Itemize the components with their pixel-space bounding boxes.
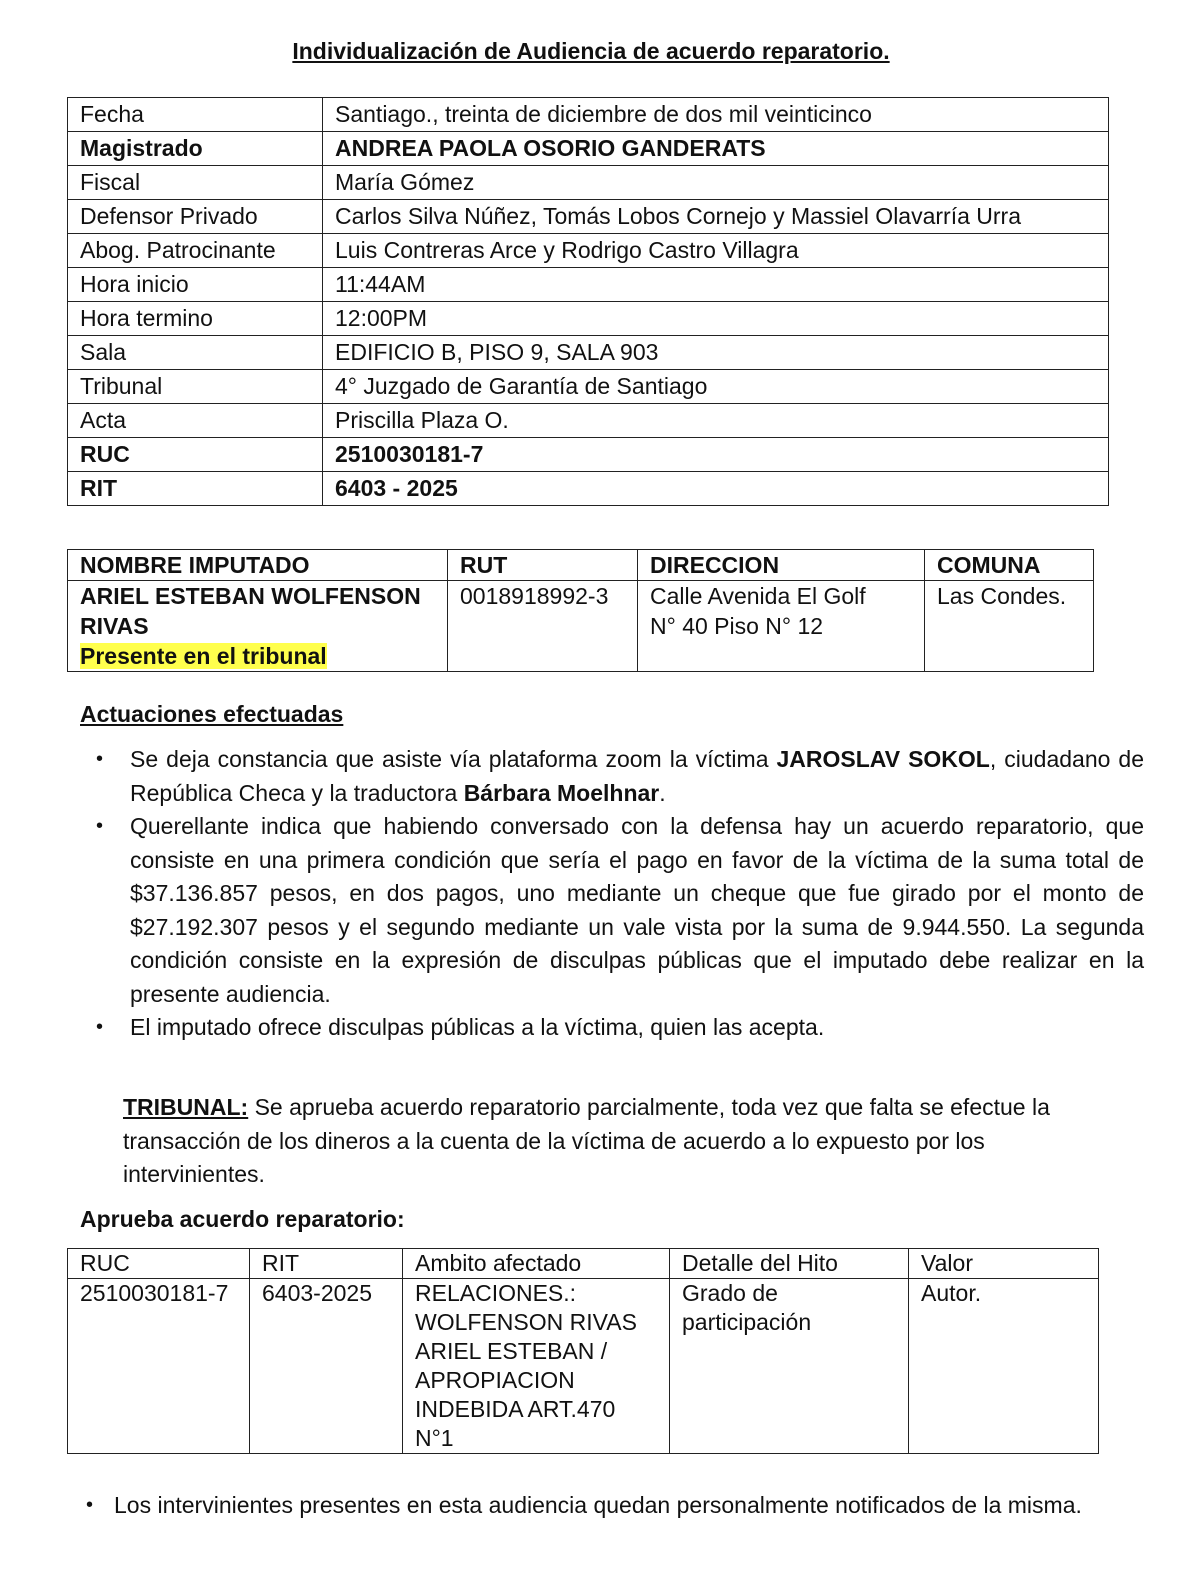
info-label: Hora inicio [68,268,323,302]
info-value: EDIFICIO B, PISO 9, SALA 903 [323,336,1109,370]
actuaciones-heading: Actuaciones efectuadas [80,701,344,727]
tribunal-resolution [123,1091,1063,1192]
ambito-line: APROPIACION [415,1367,575,1393]
info-label: Defensor Privado [68,200,323,234]
imputado-comuna: Las Condes. [925,581,1094,672]
direccion-line-2: N° 40 Piso N° 12 [650,613,824,639]
info-row [68,234,1109,268]
info-row [68,302,1109,336]
tribunal-label: TRIBUNAL: [123,1094,249,1120]
detalle-line: participación [682,1309,812,1335]
info-row [68,472,1109,506]
tribunal-text: Se aprueba acuerdo reparatorio parcialmente, toda vez que falta se efectue la transacción de los dineros a la cuenta de la víctima de acuerdo a lo expuesto por los intervinientes. [123,1094,1050,1187]
item1-text-a: Se deja constancia que asiste vía plataforma zoom la víctima [130,746,777,772]
imputado-name: ARIEL ESTEBAN WOLFENSON RIVAS [80,583,421,639]
aprueba-row [68,1279,1099,1454]
final-note: • Los intervinientes presentes en esta audiencia quedan personalmente notificados de la misma. [114,1484,1156,1527]
imputado-rut: 0018918992-3 [448,581,638,672]
imputado-name-cell [68,581,448,672]
actuaciones-list [80,743,1144,1045]
header-valor: Valor [909,1249,1099,1279]
info-row [68,336,1109,370]
info-value: 4° Juzgado de Garantía de Santiago [323,370,1109,404]
info-row [68,268,1109,302]
imputado-header-row [68,550,1094,581]
aprueba-detalle [670,1279,909,1454]
info-value: María Gómez [323,166,1109,200]
info-label: Abog. Patrocinante [68,234,323,268]
header-ruc: RUC [68,1249,250,1279]
ambito-line: N°1 [415,1425,454,1451]
info-value: 12:00PM [323,302,1109,336]
list-item: • El imputado ofrece disculpas públicas a la víctima, quien las acepta. [130,1011,1144,1045]
aprueba-header-row [68,1249,1099,1279]
info-value: Santiago., treinta de diciembre de dos mil veinticinco [323,98,1109,132]
ambito-line: INDEBIDA ART.470 [415,1396,616,1422]
info-row [68,98,1109,132]
header-rut: RUT [448,550,638,581]
info-row [68,370,1109,404]
info-label: Fecha [68,98,323,132]
info-value: 2510030181-7 [323,438,1109,472]
info-value: Luis Contreras Arce y Rodrigo Castro Villagra [323,234,1109,268]
info-label: Hora termino [68,302,323,336]
info-row [68,200,1109,234]
info-value: Carlos Silva Núñez, Tomás Lobos Cornejo y Massiel Olavarría Urra [323,200,1109,234]
hearing-info-table [67,97,1109,506]
item1-text-e: . [659,779,666,806]
info-label: Tribunal [68,370,323,404]
info-label: Magistrado [68,132,323,166]
header-detalle: Detalle del Hito [670,1249,909,1279]
header-ambito: Ambito afectado [403,1249,670,1279]
aprueba-rit: 6403-2025 [250,1279,403,1454]
victim-name: JAROSLAV SOKOL [776,746,990,772]
aprueba-ruc: 2510030181-7 [68,1279,250,1454]
header-nombre: NOMBRE IMPUTADO [68,550,448,581]
info-row [68,132,1109,166]
info-row [68,404,1109,438]
final-note-list [80,1484,1156,1527]
ambito-line: WOLFENSON RIVAS [415,1309,637,1335]
detalle-line: Grado de [682,1280,778,1306]
aprueba-ambito [403,1279,670,1454]
aprueba-heading: Aprueba acuerdo reparatorio: [80,1206,405,1232]
document-title: Individualización de Audiencia de acuerdo reparatorio. [292,38,890,64]
info-value: ANDREA PAOLA OSORIO GANDERATS [323,132,1109,166]
translator-name: Bárbara Moelhnar [463,779,660,806]
imputado-table [67,549,1094,672]
info-row [68,166,1109,200]
ambito-line: RELACIONES.: [415,1280,577,1306]
info-label: RIT [68,472,323,506]
info-label: Sala [68,336,323,370]
imputado-direccion [638,581,925,672]
info-value: 6403 - 2025 [323,472,1109,506]
info-label: Acta [68,404,323,438]
info-value: Priscilla Plaza O. [323,404,1109,438]
info-label: Fiscal [68,166,323,200]
imputado-row [68,581,1094,672]
info-label: RUC [68,438,323,472]
header-comuna: COMUNA [925,550,1094,581]
info-row [68,438,1109,472]
aprueba-valor: Autor. [909,1279,1099,1454]
list-item [130,743,1144,810]
info-value: 11:44AM [323,268,1109,302]
list-item: • Querellante indica que habiendo conversado con la defensa hay un acuerdo reparatorio, que consiste en una primera condición que sería el pago en favor de la víctima de la suma total de $37.136.857 pesos, en dos pagos, uno mediante un cheque que fue girado por el monto de $27.192.307 pesos y el segundo mediante un vale vista por la suma de 9.944.550. La segunda condición consiste en la expresión de disculpas públicas que el imputado debe realizar en la presente audiencia. [130,810,1144,1011]
header-direccion: DIRECCION [638,550,925,581]
aprueba-table [67,1248,1099,1454]
direccion-line-1: Calle Avenida El Golf [650,583,866,609]
header-rit: RIT [250,1249,403,1279]
presence-badge: Presente en el tribunal [80,643,327,669]
ambito-line: ARIEL ESTEBAN / [415,1338,608,1364]
item1-text-c: , ciudadano de República Checa y la traductora [130,746,1145,806]
